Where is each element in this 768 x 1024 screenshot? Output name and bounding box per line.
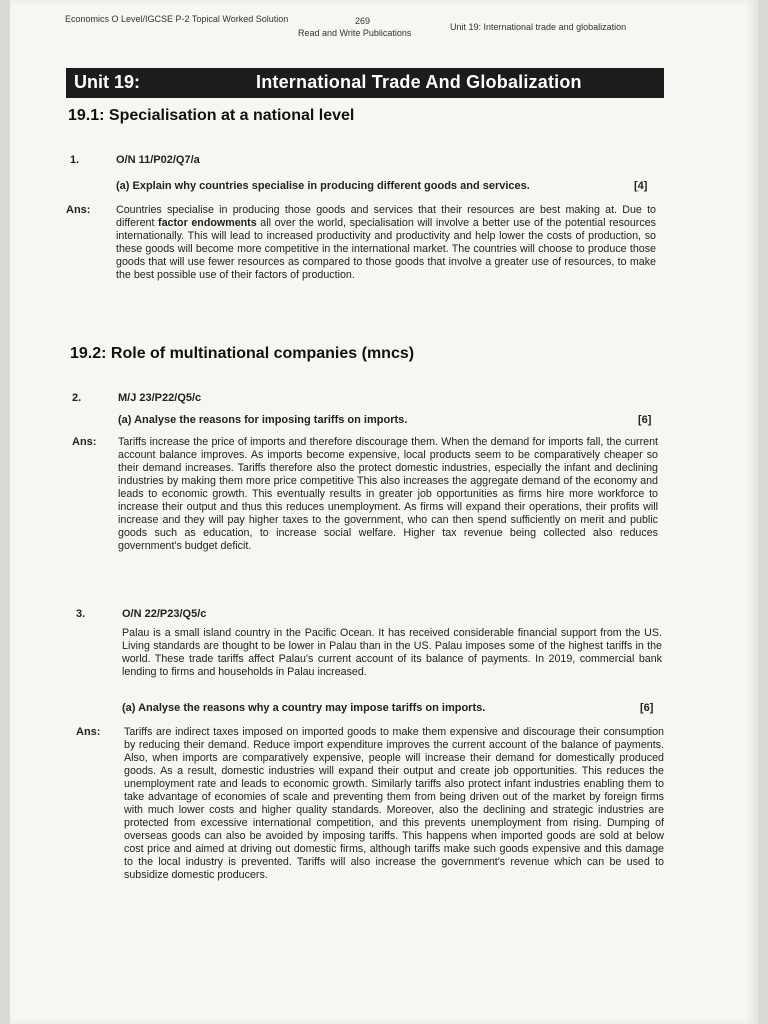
question-part: (a) Analyse the reasons for imposing tariffs on imports. bbox=[118, 414, 408, 426]
answer-label: Ans: bbox=[66, 204, 91, 216]
question-number: 3. bbox=[76, 608, 86, 620]
answer-label: Ans: bbox=[72, 436, 97, 448]
document-page bbox=[10, 0, 758, 1024]
answer-label: Ans: bbox=[76, 726, 101, 738]
question-marks: [6] bbox=[640, 702, 654, 714]
header-book-title: Economics O Level/IGCSE P-2 Topical Worked Solution bbox=[65, 14, 289, 24]
section-title: 19.1: Specialisation at a national level bbox=[68, 107, 355, 124]
question-part: (a) Analyse the reasons why a country may impose tariffs on imports. bbox=[122, 702, 486, 714]
question-code: O/N 11/P02/Q7/a bbox=[116, 154, 200, 166]
answer-text: Tariffs are indirect taxes imposed on imported goods to make them expensive and discourage their consumption by reducing their demand. Reduce import expenditure improves the current account of the balance of payments. Also, when imports are comparatively expensive, people will increase their demand for domestically produced goods. As a result, domestic industries will expand their output and create job opportunities. This reduces the unemployment rate and leads to economic growth. Similarly tariffs also protect infant industries enabling them to take advantage of economies of scale and preventing them from being driven out of the market by foreign firms with much lower costs and higher quality standards. Moreover, also the declining and strategic industries are protected from excessive international competition, and this prevents unemployment from rising. Dumping of overseas goods can also be avoided by imposing tariffs. This happens when imported goods are sold at below cost price and aimed at driving out domestic firms, although tariffs make such goods expensive and this damage to the local industry is prevented. Tariffs will also increase the government's revenue which can be used to subsidize domestic producers. bbox=[124, 726, 664, 881]
section-title: 19.2: Role of multinational companies (mncs) bbox=[70, 345, 415, 362]
header-publisher: Read and Write Publications bbox=[298, 28, 412, 38]
question-marks: [6] bbox=[638, 414, 652, 426]
question-number: 1. bbox=[70, 154, 80, 166]
answer-text: Countries specialise in producing those goods and services that their resources are best making at. Due to different factor endowments all over the world, specialisation will involve a better use of the potential resources internationally. This will lead to increased productivity and productivity and help lower the costs of production, so these goods will become more competitive in the international market. The countries will choose to produce those goods that will use fewer resources as compared to those goods that involve a greater use of resources, to make the best possible use of their factors of production. bbox=[116, 204, 656, 281]
question-number: 2. bbox=[72, 392, 82, 404]
unit-label: Unit 19: bbox=[74, 72, 141, 92]
unit-title-banner bbox=[66, 68, 664, 98]
header-unit-reference: Unit 19: International trade and globalization bbox=[450, 22, 627, 32]
question-code: M/J 23/P22/Q5/c bbox=[118, 392, 202, 404]
unit-title: International Trade And Globalization bbox=[256, 72, 582, 92]
question-part: (a) Explain why countries specialise in producing different goods and services. bbox=[116, 180, 530, 192]
answer-text: Tariffs increase the price of imports and therefore discourage them. When the demand for imports fall, the current account balance improves. As imports become expensive, local products seem to be comparatively cheaper so their demand increases. Tariffs therefore also the protect domestic industries, especially the infant and declining industries by making them more price competitive This also increases the aggregate demand of the economy and leads to economic growth. This eventually results in greater job opportunities as firms hire more workforce to increase their output and thus this reduces unemployment. As firms will expand their operations, their profits will increase and they will pay higher taxes to the government, who can then spend sufficiently on merit and public goods such as education, to increase social welfare. Higher tax revenue being collected also reduces government's budget deficit. bbox=[118, 436, 658, 552]
answer-keyterm: factor endowments bbox=[158, 217, 257, 229]
header-page-number: 269 bbox=[355, 16, 371, 26]
question-stem: Palau is a small island country in the Pacific Ocean. It has received considerable financial support from the US. Living standards are thought to be lower in Palau than in the US. Palau imposes some of the highest tariffs in the world. These trade tariffs affect Palau's current account of its balance of payments. In 2019, commercial bank lending to firms and households in Palau increased. bbox=[122, 627, 662, 678]
question-code: O/N 22/P23/Q5/c bbox=[122, 608, 207, 620]
question-marks: [4] bbox=[634, 180, 648, 192]
